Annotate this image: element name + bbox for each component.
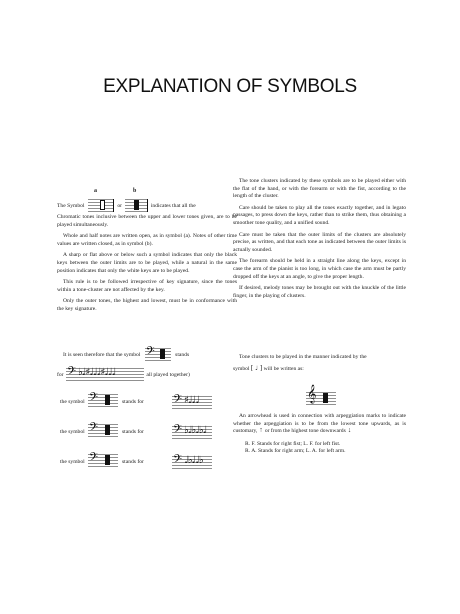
treble-cluster-staff bbox=[306, 384, 336, 405]
paragraph: Whole and half notes are written open, as in symbol (a). Notes of other time values are written closed, as in symbol (b). bbox=[57, 233, 237, 247]
paragraph: A sharp or flat above or below such a symbol indicates that only the black keys between the outer limits are to be played, while a natural in the same position indicates that only the white keys are to be played. bbox=[57, 252, 237, 274]
paragraph: Only the outer tones, the highest and lowest, must be in conformance with the key signature. bbox=[57, 298, 237, 312]
example-result-staff bbox=[172, 393, 212, 409]
label-a: a bbox=[94, 188, 97, 194]
bass-clef-icon: 𝄢 bbox=[89, 421, 99, 437]
cluster-symbol-a-staff bbox=[88, 199, 114, 212]
closed-cluster-icon bbox=[134, 200, 139, 210]
example-symbol-staff bbox=[88, 421, 118, 437]
for-line: for 𝄢 ♭♩♯♩♩♩♯♩♩♩ all played together) bbox=[57, 365, 190, 381]
paragraph: Care should be taken to play all the tones exactly together, and in legato passages, to press down the keys, rather than to strike them, thus obtaining a smoother tone quality, and a unified sound. bbox=[233, 204, 406, 226]
paragraph: If desired, melody tones may be brought out with the knuckle of the little finger, in the playing of clusters. bbox=[233, 285, 406, 299]
bass-clef-icon: 𝄢 bbox=[173, 423, 183, 439]
cluster-symbol-b-staff bbox=[125, 199, 147, 212]
bass-clef-icon: 𝄢 bbox=[145, 345, 155, 361]
bass-clef-icon: 𝄢 bbox=[173, 393, 183, 409]
paragraph: An arrowhead is used in connection with arpeggiation marks to indicate whether the arpeggiation is to be from the lowest tone upwards, as is customary, ⇡ or from the highest tone downwards ⇣ bbox=[233, 413, 406, 435]
right-fist-note: R. F. Stands for right fist; L. F. for left fist. bbox=[245, 440, 341, 447]
paragraph: Tone clusters to be played in the manner indicated by the bbox=[239, 354, 367, 360]
example-symbol-staff bbox=[88, 391, 118, 407]
chord-notes-icon: ♯♩♩♩ bbox=[184, 395, 199, 406]
left-text bbox=[57, 214, 237, 318]
right-lower-text: Tone clusters to be played in the manner indicated by the symbol [ ♩ ] will be written as: bbox=[233, 354, 406, 373]
symbol-intro-line: The Symbol or indicates that all the bbox=[57, 199, 237, 212]
symbol-intro-text: The Symbol bbox=[57, 202, 85, 209]
arpeggio-up-icon: ⇡ bbox=[258, 428, 264, 435]
example-result-staff bbox=[172, 423, 212, 439]
arpeggio-down-icon: ⇣ bbox=[347, 428, 352, 435]
right-arm-note: R. A. Stands for right arm; L. A. for left arm. bbox=[245, 448, 346, 455]
open-cluster-icon bbox=[100, 200, 105, 210]
example-symbol-staff bbox=[88, 451, 118, 467]
chord-notes-icon: ♭♩♭♩♭♩ bbox=[184, 425, 207, 436]
treble-clef-icon: 𝄞 bbox=[307, 384, 317, 403]
bass-clef-icon: 𝄢 bbox=[66, 365, 76, 381]
bass-cluster-staff bbox=[145, 345, 171, 361]
symbol-label: the symbol bbox=[60, 459, 85, 465]
stands-for-label: stands for bbox=[122, 429, 144, 435]
paragraph: This rule is to be followed irrespective of key signature, since the tones within a tone-cluster are not affected by the key. bbox=[57, 279, 237, 293]
paragraph: The tone clusters indicated by these symbols are to be played either with the flat of the hand, or with the forearm or with the fist, according to the length of the cluster. bbox=[233, 178, 406, 200]
fist-symbol-icon: [ ♩ ] bbox=[250, 364, 263, 372]
stands-for-label: stands for bbox=[122, 399, 144, 405]
stands-for-label: stands for bbox=[122, 459, 144, 465]
paragraph: The forearm should be held in a straight line along the keys, except in case the arm of the pianist is too long, in which case the arm must be partly dropped off the keys at an angle, to give the proper length. bbox=[233, 258, 406, 280]
page-title: EXPLANATION OF SYMBOLS bbox=[103, 76, 357, 97]
bass-clef-icon: 𝄢 bbox=[89, 451, 99, 467]
example-result-staff bbox=[172, 453, 212, 469]
symbol-label: the symbol bbox=[60, 399, 85, 405]
chord-notes-icon: ♩♭♩♩♭ bbox=[184, 455, 203, 466]
label-b: b bbox=[133, 188, 137, 194]
arrowhead-text bbox=[233, 413, 406, 456]
symbol-label: the symbol bbox=[60, 429, 85, 435]
paragraph: Care must be taken that the outer limits of the clusters are absolutely precise, as written, and that each tone as indicated between the outer limits is actually sounded. bbox=[233, 231, 406, 253]
symbol-example-line: It is seen therefore that the symbol 𝄢 stands bbox=[63, 345, 190, 361]
paragraph: Chromatic tones inclusive between the upper and lower tones given, are to be played simultaneously. bbox=[57, 214, 237, 228]
chromatic-notes-icon: ♭♩♯♩♩♩♯♩♩♩ bbox=[77, 367, 116, 378]
right-column bbox=[233, 178, 406, 304]
bass-clef-icon: 𝄢 bbox=[89, 391, 99, 407]
bass-clef-icon: 𝄢 bbox=[173, 453, 183, 469]
